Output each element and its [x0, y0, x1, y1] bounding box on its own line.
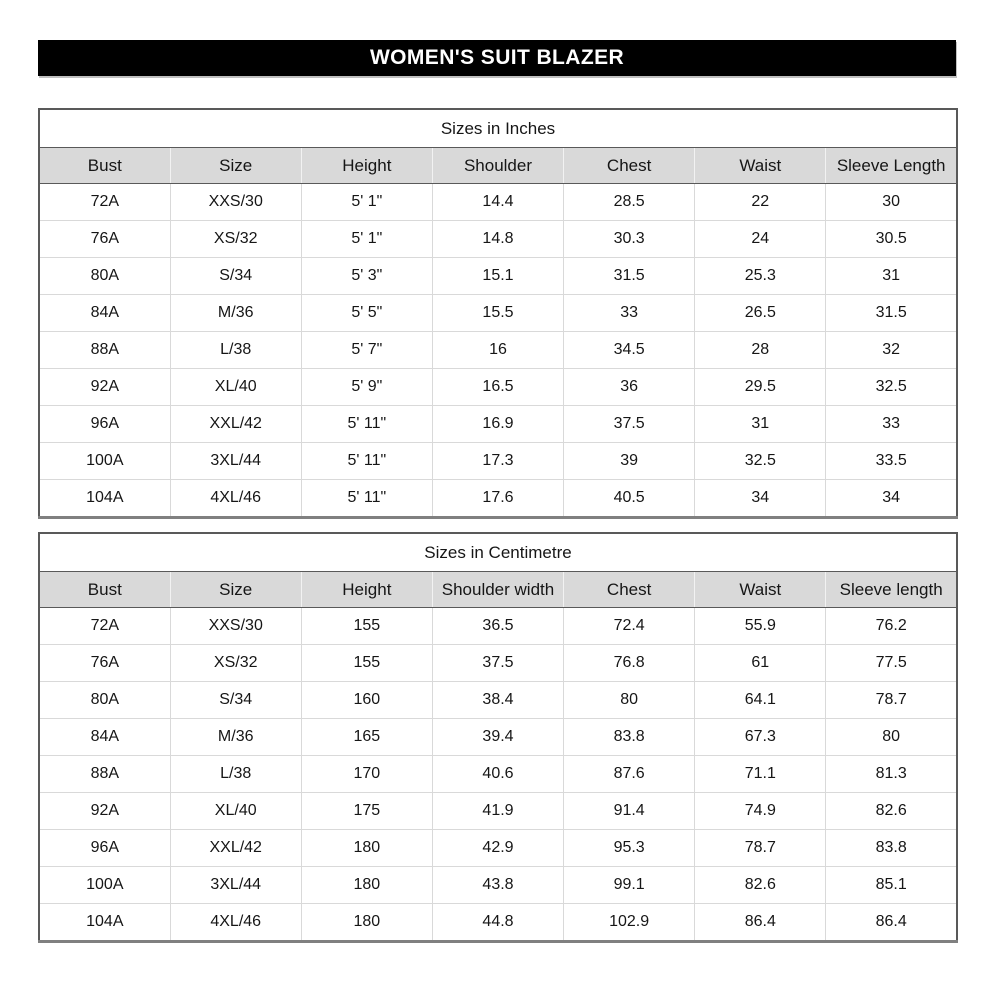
table-cell: 92A	[39, 793, 170, 830]
table-cell: 5' 7"	[301, 332, 432, 369]
table-cell: 25.3	[695, 258, 826, 295]
table-caption: Sizes in Inches	[39, 109, 957, 148]
table-cell: 91.4	[564, 793, 695, 830]
table-cell: 14.4	[432, 184, 563, 221]
table-cell: 96A	[39, 406, 170, 443]
table-caption-row	[39, 109, 957, 148]
table-row	[39, 184, 957, 221]
table-cell: 16	[432, 332, 563, 369]
column-header: Bust	[39, 572, 170, 608]
column-header: Height	[301, 572, 432, 608]
table-cell: 4XL/46	[170, 904, 301, 942]
table-cell: 104A	[39, 480, 170, 518]
table-row	[39, 867, 957, 904]
table-cell: 31	[826, 258, 957, 295]
column-header: Size	[170, 572, 301, 608]
table-cell: 83.8	[826, 830, 957, 867]
table-cell: S/34	[170, 682, 301, 719]
table-cell: 44.8	[432, 904, 563, 942]
table-row	[39, 682, 957, 719]
table-cell: 67.3	[695, 719, 826, 756]
table-cell: 31.5	[826, 295, 957, 332]
table-cell: 22	[695, 184, 826, 221]
table-cell: 100A	[39, 867, 170, 904]
table-cell: 95.3	[564, 830, 695, 867]
table-cell: 33.5	[826, 443, 957, 480]
table-cell: 85.1	[826, 867, 957, 904]
table-cell: 5' 3"	[301, 258, 432, 295]
table-cell: M/36	[170, 295, 301, 332]
table-cell: XXL/42	[170, 406, 301, 443]
table-cell: 76.8	[564, 645, 695, 682]
table-row	[39, 830, 957, 867]
table-cell: 5' 1"	[301, 221, 432, 258]
table-cell: 83.8	[564, 719, 695, 756]
table-cell: 17.3	[432, 443, 563, 480]
table-cell: 5' 11"	[301, 480, 432, 518]
table-cell: 72A	[39, 608, 170, 645]
table-header-row	[39, 148, 957, 184]
table-cell: M/36	[170, 719, 301, 756]
table-cell: 80A	[39, 258, 170, 295]
column-header: Sleeve length	[826, 572, 957, 608]
table-cell: 84A	[39, 719, 170, 756]
table-cell: 96A	[39, 830, 170, 867]
table-cell: 76.2	[826, 608, 957, 645]
table-cell: 15.1	[432, 258, 563, 295]
table-cell: 165	[301, 719, 432, 756]
table-cell: 28.5	[564, 184, 695, 221]
table-cell: 34	[695, 480, 826, 518]
table-cell: S/34	[170, 258, 301, 295]
table-cell: XL/40	[170, 793, 301, 830]
table-cell: 82.6	[826, 793, 957, 830]
table-caption: Sizes in Centimetre	[39, 533, 957, 572]
table-row	[39, 443, 957, 480]
table-row	[39, 258, 957, 295]
table-cell: 30.5	[826, 221, 957, 258]
table-row	[39, 793, 957, 830]
table-cell: 87.6	[564, 756, 695, 793]
table-cell: 33	[564, 295, 695, 332]
table-cell: 39.4	[432, 719, 563, 756]
table-cell: 36.5	[432, 608, 563, 645]
table-cell: 30	[826, 184, 957, 221]
table-cell: 40.6	[432, 756, 563, 793]
table-cell: 175	[301, 793, 432, 830]
table-cell: 16.5	[432, 369, 563, 406]
table-cell: XS/32	[170, 221, 301, 258]
table-cell: 170	[301, 756, 432, 793]
table-cell: 34	[826, 480, 957, 518]
table-cell: 72A	[39, 184, 170, 221]
table-cell: 16.9	[432, 406, 563, 443]
table-cell: 64.1	[695, 682, 826, 719]
table-cell: 37.5	[564, 406, 695, 443]
table-caption-row	[39, 533, 957, 572]
table-cell: 3XL/44	[170, 443, 301, 480]
table-cell: 180	[301, 904, 432, 942]
table-row	[39, 904, 957, 942]
table-row	[39, 295, 957, 332]
column-header: Sleeve Length	[826, 148, 957, 184]
table-cell: 81.3	[826, 756, 957, 793]
table-cell: 31.5	[564, 258, 695, 295]
column-header: Shoulder width	[432, 572, 563, 608]
table-cell: 43.8	[432, 867, 563, 904]
page-title: WOMEN'S SUIT BLAZER	[369, 46, 625, 69]
table-cell: 39	[564, 443, 695, 480]
table-cell: 80	[826, 719, 957, 756]
table-cell: 80	[564, 682, 695, 719]
table-cell: 180	[301, 830, 432, 867]
table-cell: 5' 1"	[301, 184, 432, 221]
table-cell: 104A	[39, 904, 170, 942]
table-cell: 80A	[39, 682, 170, 719]
table-cell: 5' 5"	[301, 295, 432, 332]
table-cell: 61	[695, 645, 826, 682]
size-table	[38, 532, 958, 943]
table-cell: 71.1	[695, 756, 826, 793]
table-cell: 24	[695, 221, 826, 258]
table-cell: XL/40	[170, 369, 301, 406]
table-row	[39, 719, 957, 756]
table-cell: XXS/30	[170, 608, 301, 645]
table-cell: 84A	[39, 295, 170, 332]
table-cell: 38.4	[432, 682, 563, 719]
table-cell: 3XL/44	[170, 867, 301, 904]
table-cell: 42.9	[432, 830, 563, 867]
title-banner	[38, 40, 956, 76]
column-header: Size	[170, 148, 301, 184]
table-cell: XS/32	[170, 645, 301, 682]
table-cell: 36	[564, 369, 695, 406]
column-header: Height	[301, 148, 432, 184]
table-cell: 5' 11"	[301, 443, 432, 480]
size-table	[38, 108, 958, 519]
table-cell: 41.9	[432, 793, 563, 830]
table-cell: 78.7	[695, 830, 826, 867]
table-cell: XXL/42	[170, 830, 301, 867]
column-header: Shoulder	[432, 148, 563, 184]
table-cell: 30.3	[564, 221, 695, 258]
table-cell: 4XL/46	[170, 480, 301, 518]
table-cell: 17.6	[432, 480, 563, 518]
table-cell: 88A	[39, 332, 170, 369]
table-cell: 34.5	[564, 332, 695, 369]
table-cell: 28	[695, 332, 826, 369]
table-cell: 180	[301, 867, 432, 904]
table-row	[39, 369, 957, 406]
table-cell: 78.7	[826, 682, 957, 719]
column-header: Waist	[695, 148, 826, 184]
sizes-in-centimetre-table	[38, 532, 958, 943]
sizes-in-inches-table	[38, 108, 958, 519]
table-cell: 76A	[39, 645, 170, 682]
table-cell: 160	[301, 682, 432, 719]
table-cell: 102.9	[564, 904, 695, 942]
table-cell: XXS/30	[170, 184, 301, 221]
table-cell: 26.5	[695, 295, 826, 332]
table-cell: 155	[301, 608, 432, 645]
table-row	[39, 645, 957, 682]
table-cell: 32.5	[826, 369, 957, 406]
table-cell: 100A	[39, 443, 170, 480]
table-cell: 86.4	[695, 904, 826, 942]
table-cell: 99.1	[564, 867, 695, 904]
table-cell: 37.5	[432, 645, 563, 682]
table-cell: 32	[826, 332, 957, 369]
table-row	[39, 480, 957, 518]
table-cell: 14.8	[432, 221, 563, 258]
column-header: Bust	[39, 148, 170, 184]
table-cell: 77.5	[826, 645, 957, 682]
table-cell: 155	[301, 645, 432, 682]
table-cell: L/38	[170, 756, 301, 793]
table-cell: L/38	[170, 332, 301, 369]
table-cell: 82.6	[695, 867, 826, 904]
column-header: Chest	[564, 148, 695, 184]
table-header-row	[39, 572, 957, 608]
table-row	[39, 406, 957, 443]
column-header: Chest	[564, 572, 695, 608]
table-cell: 72.4	[564, 608, 695, 645]
table-cell: 29.5	[695, 369, 826, 406]
table-cell: 88A	[39, 756, 170, 793]
table-cell: 74.9	[695, 793, 826, 830]
table-cell: 32.5	[695, 443, 826, 480]
table-row	[39, 756, 957, 793]
table-cell: 15.5	[432, 295, 563, 332]
table-cell: 86.4	[826, 904, 957, 942]
column-header: Waist	[695, 572, 826, 608]
table-cell: 55.9	[695, 608, 826, 645]
table-cell: 5' 11"	[301, 406, 432, 443]
table-cell: 92A	[39, 369, 170, 406]
table-row	[39, 608, 957, 645]
table-cell: 33	[826, 406, 957, 443]
table-cell: 31	[695, 406, 826, 443]
table-cell: 40.5	[564, 480, 695, 518]
table-cell: 5' 9"	[301, 369, 432, 406]
table-row	[39, 221, 957, 258]
table-row	[39, 332, 957, 369]
table-cell: 76A	[39, 221, 170, 258]
